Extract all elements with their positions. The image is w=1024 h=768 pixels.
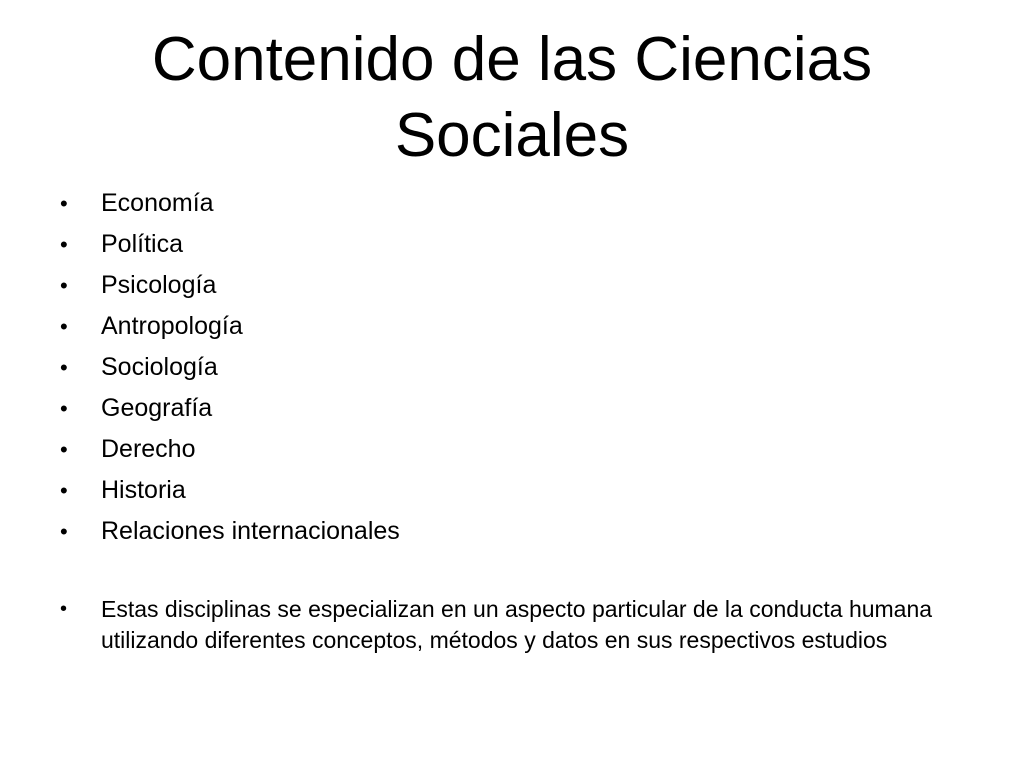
list-item-label: Geografía: [101, 394, 213, 422]
list-item: [60, 511, 960, 552]
list-item-label: Derecho: [101, 435, 196, 463]
bullet-icon: •: [60, 273, 68, 298]
list-item-label: Política: [101, 230, 183, 258]
list-item-label: Antropología: [101, 312, 243, 340]
bullet-icon: •: [60, 191, 68, 216]
bullet-icon: •: [60, 519, 68, 544]
slide-title: [60, 22, 964, 174]
list-item: [60, 224, 960, 265]
discipline-list: [60, 183, 960, 552]
list-item-label: Sociología: [101, 353, 218, 381]
bullet-icon: •: [60, 478, 68, 503]
list-item: [60, 306, 960, 347]
bullet-icon: •: [60, 396, 68, 421]
list-item-label: Relaciones internacionales: [101, 517, 400, 545]
list-item: [60, 183, 960, 224]
list-item: [60, 470, 960, 511]
list-item-label: Economía: [101, 189, 214, 217]
list-item: [60, 388, 960, 429]
list-item: [60, 594, 960, 656]
list-item-label: Historia: [101, 476, 186, 504]
summary-text: Estas disciplinas se especializan en un aspecto particular de la conducta humana utilizando diferentes conceptos, métodos y datos en sus respectivos estudios: [101, 596, 933, 653]
bullet-icon: •: [60, 232, 68, 257]
summary-note: [60, 594, 960, 656]
bullet-icon: •: [60, 355, 68, 380]
slide-title-line-2: Sociales: [394, 101, 630, 170]
list-item-label: Psicología: [101, 271, 217, 299]
list-item: [60, 429, 960, 470]
list-item: [60, 265, 960, 306]
slide-title-line-1: Contenido de las Ciencias: [151, 25, 873, 94]
bullet-icon: •: [60, 314, 68, 339]
bullet-icon: •: [60, 598, 68, 620]
bullet-icon: •: [60, 437, 68, 462]
list-item: [60, 347, 960, 388]
